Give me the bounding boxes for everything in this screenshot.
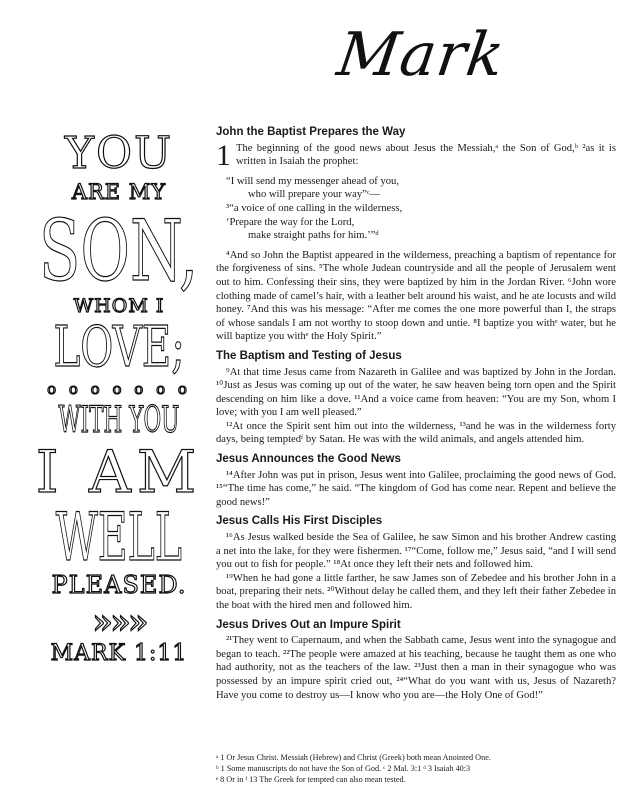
art-line-love: LOVE; (53, 315, 185, 380)
art-dots-divider: o o o o o o o (47, 380, 191, 398)
section-heading: John the Baptist Prepares the Way (216, 126, 406, 138)
footnote-line: ᵇ 1 Some manuscripts do not have the Son of God. ᶜ 2 Mal. 3:1 ᵈ 3 Isaiah 40:3 (216, 764, 471, 773)
art-line-i-am: I AM (35, 438, 203, 506)
section-first-disciples (216, 515, 616, 612)
art-line-son: SON, (39, 202, 199, 300)
paragraph-text: The beginning of the good news about Jesus the Messiah,ᵃ the Son of God,ᵇ ²as it is written in Isaiah the prophet: (236, 142, 616, 168)
paragraph: ¹⁶As Jesus walked beside the Sea of Galilee, he saw Simon and his brother Andrew casting a net into the lake, for they were fishermen. ¹⁷“Come, follow me,” Jesus said, “and I will send you out to fish for people.” ¹⁸At once they left their nets and followed him. (216, 532, 616, 571)
chevron-arrows-icon: »»» (92, 602, 146, 642)
section-heading: Jesus Calls His First Disciples (216, 515, 383, 528)
art-line-with-you: WITH YOU (58, 400, 180, 441)
section-heading: Jesus Announces the Good News (216, 453, 401, 466)
paragraph: ²¹They went to Capernaum, and when the Sabbath came, Jesus went into the synagogue and began to teach. ²²The people were amazed at his teaching, because he taught them as one who had authority, not as the teachers of the law. ²³Just then a man in their synagogue who was possessed by an impure spirit cried out, ²⁴“What do you want with us, Jesus of Nazareth? Have you come to destroy us—I know who you are—the Holy One of God!” (216, 635, 616, 701)
poetry-line: “I will send my messenger ahead of you, (226, 175, 399, 187)
art-reference: MARK 1:11 (50, 641, 188, 666)
paragraph: ⁴And so John the Baptist appeared in the wilderness, preaching a baptism of repentance for the forgiveness of sins. ⁵The whole Judean countryside and all the people of Jerusalem went out to him. Confessing their sins, they were baptized by him in the Jordan River. ⁶John wore clothing made of camel’s hair, with a leather belt around his waist, and he ate locusts and wild honey. ⁷And this was his message: “After me comes the one more powerful than I, the straps of whose sandals I am not worthy to stoop down and untie. ⁸I baptize you withᵉ water, but he will baptize you withᵉ the Holy Spirit.” (216, 249, 616, 343)
footnote-line: ᵃ 1 Or Jesus Christ. Messiah (Hebrew) and Christ (Greek) both mean Anointed One. (216, 753, 491, 762)
footnote-line: ᵉ 8 Or in ᶠ 13 The Greek for tempted can also mean tested. (216, 775, 406, 784)
paragraph: ¹²At once the Spirit sent him out into the wilderness, ¹³and he was in the wilderness forty days, being temptedᶠ by Satan. He was with the wild animals, and angels attended him. (216, 420, 616, 446)
chapter-number: 1 (216, 138, 231, 172)
paragraph: ¹⁴After John was put in prison, Jesus went into Galilee, proclaiming the good news of God. ¹⁵“The time has come,” he said. “The kingdom of God has come near. Repent and believe the good news!” (216, 469, 616, 508)
art-line-well: WELL (55, 499, 183, 576)
section-good-news (216, 453, 616, 509)
verse-art-panel (35, 120, 203, 795)
paragraph: ¹⁹When he had gone a little farther, he saw James son of Zebedee and his brother John in a boat, preparing their nets. ²⁰Without delay he called them, and they left their father Zebedee in the boat with the hired men and followed him. (216, 572, 616, 611)
poetry-quote (226, 175, 616, 243)
art-line-pleased: PLEASED. (51, 571, 187, 599)
poetry-line: who will prepare your way”ᶜ— (248, 189, 381, 201)
section-heading: Jesus Drives Out an Impure Spirit (216, 618, 401, 631)
book-title: Mark (333, 20, 510, 90)
section-baptism-testing (216, 350, 616, 447)
art-line-are-my: ARE MY (71, 180, 167, 204)
footnotes (216, 752, 616, 785)
poetry-line: ‘Prepare the way for the Lord, (226, 216, 355, 228)
art-line-you: YOU (64, 128, 174, 179)
section-impure-spirit (216, 619, 616, 703)
poetry-line: make straight paths for him.’”ᵈ (248, 230, 379, 242)
poetry-line: ³“a voice of one calling in the wilderness, (226, 202, 403, 214)
section-heading: The Baptism and Testing of Jesus (216, 349, 402, 362)
paragraph (216, 138, 616, 172)
paragraph: ⁹At that time Jesus came from Nazareth in Galilee and was baptized by John in the Jordan. ¹⁰Just as Jesus was coming up out of the water, he saw heaven being torn open and the Spirit descending on him like a dove. ¹¹And a voice came from heaven: “You are my Son, whom I love; with you I am well pleased.” (216, 366, 616, 419)
art-line-whom-i: WHOM I (73, 295, 165, 317)
section-john-baptist (216, 126, 616, 344)
scripture-text (216, 126, 616, 702)
